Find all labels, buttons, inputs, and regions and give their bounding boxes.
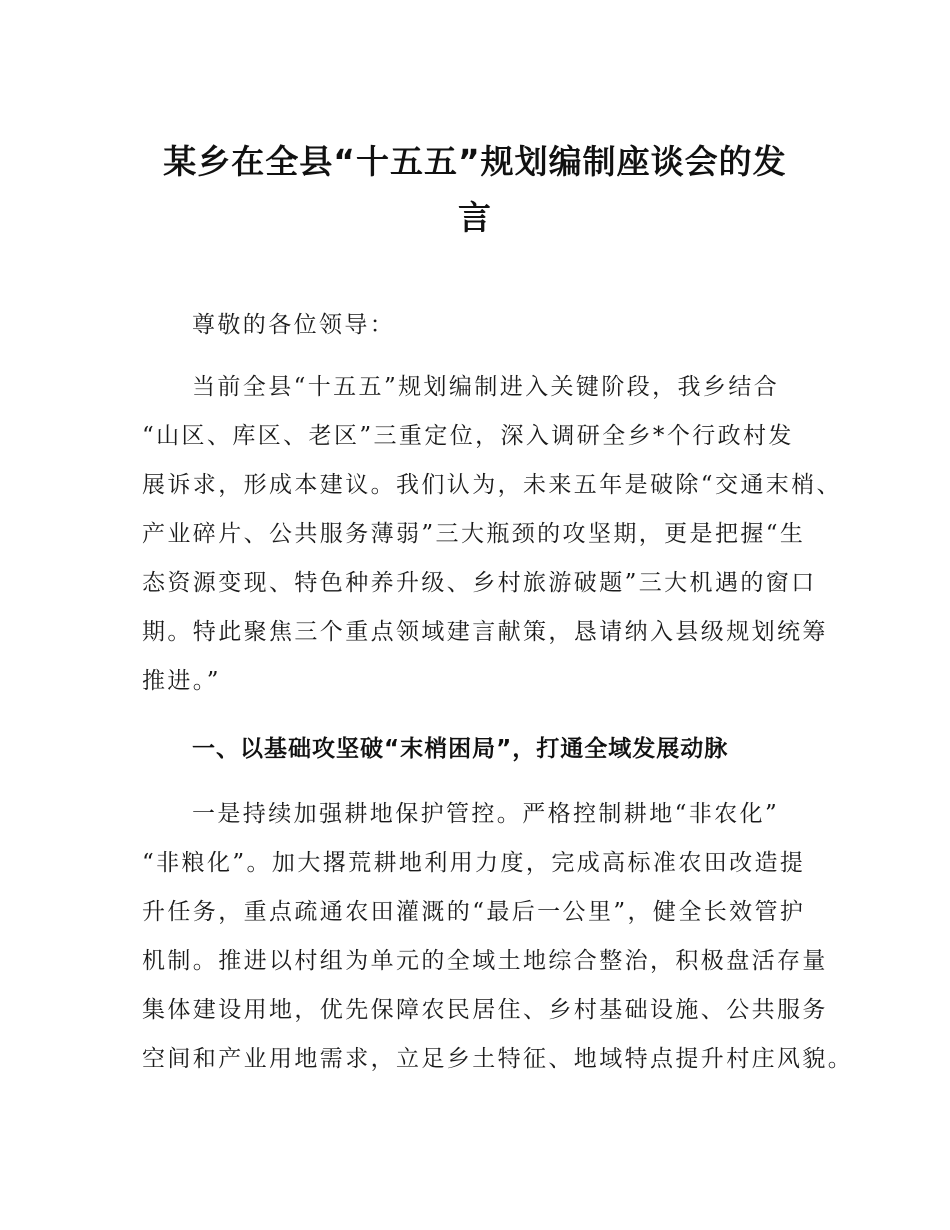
title-line: 言: [458, 198, 492, 238]
section-paragraph: [142, 790, 854, 1084]
paragraph-line: 推进。”: [142, 668, 221, 694]
intro-paragraph: [142, 363, 842, 706]
paragraph-line: 期。特此聚焦三个重点领域建言献策，恳请纳入县级规划统筹: [142, 619, 828, 645]
paragraph-line: 展诉求，形成本建议。我们认为，未来五年是破除“交通末梢、: [142, 472, 842, 498]
salutation: 尊敬的各位领导：: [192, 312, 396, 338]
paragraph-line: 态资源变现、特色种养升级、乡村旅游破题”三大机遇的窗口: [142, 570, 817, 596]
paragraph-line: 集体建设用地，优先保障农民居住、乡村基础设施、公共服务: [142, 997, 828, 1023]
paragraph-line: “山区、库区、老区”三重定位，深入调研全乡*个行政村发: [142, 423, 794, 449]
paragraph-line: 空间和产业用地需求，立足乡土特征、地域特点提升村庄风貌。: [142, 1046, 854, 1072]
paragraph-line: 机制。推进以村组为单元的全域土地综合整治，积极盘活存量: [142, 948, 828, 974]
section-heading: 一、以基础攻坚破“末梢困局”，打通全域发展动脉: [192, 736, 729, 762]
paragraph-line: “非粮化”。加大撂荒耕地利用力度，完成高标准农田改造提: [142, 850, 806, 876]
paragraph-line: 当前全县“十五五”规划编制进入关键阶段，我乡结合: [192, 374, 780, 400]
paragraph-line: 产业碎片、公共服务薄弱”三大瓶颈的攻坚期，更是把握“生: [142, 521, 806, 547]
paragraph-line: 一是持续加强耕地保护管控。严格控制耕地“非农化”: [192, 801, 780, 827]
paragraph-line: 升任务，重点疏通农田灌溉的“最后一公里”，健全长效管护: [142, 899, 806, 925]
document-title: [120, 134, 830, 246]
title-line: 某乡在全县“十五五”规划编制座谈会的发: [163, 142, 787, 182]
